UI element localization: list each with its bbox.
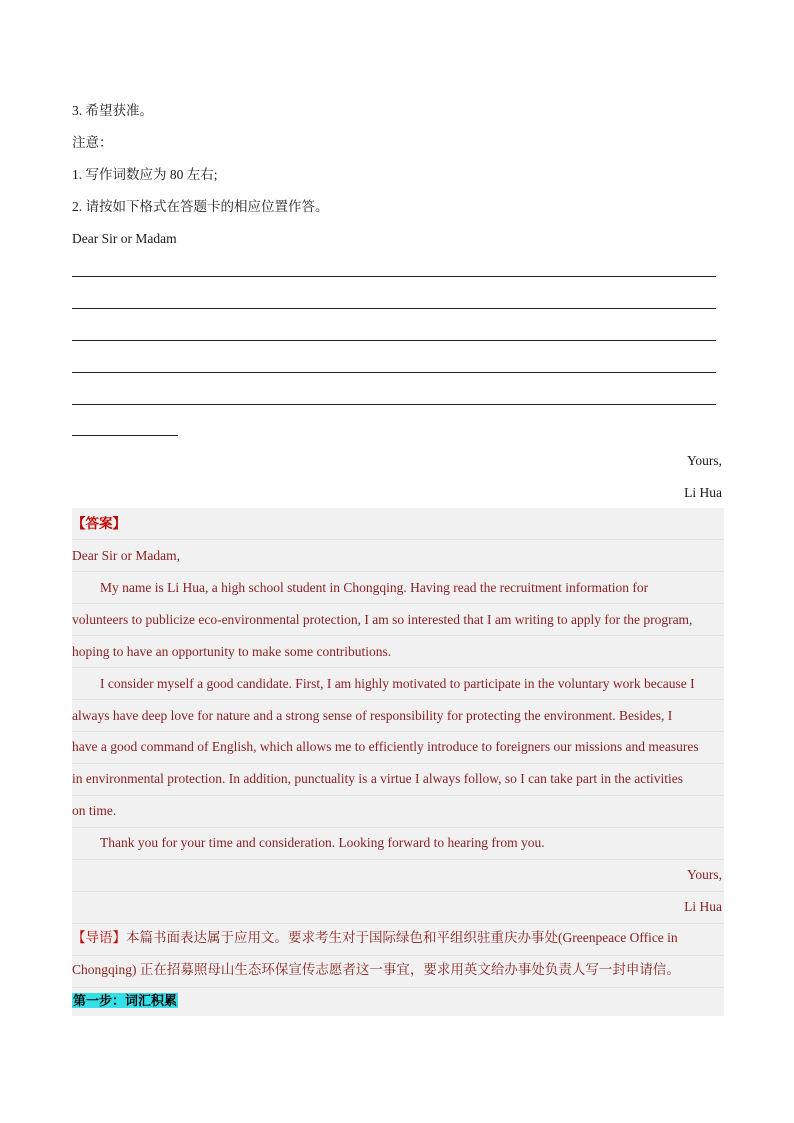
row-divider — [72, 667, 724, 668]
row-divider — [72, 859, 724, 860]
answer-line: always have deep love for nature and a strong sense of responsibility for protecting the environment. Besides, I — [72, 708, 673, 723]
answer-signature: Li Hua — [684, 899, 722, 914]
answer-line: I consider myself a good candidate. First, I am highly motivated to participate in the voluntary work because I — [100, 676, 695, 691]
answer-label: 【答案】 — [72, 516, 126, 531]
prompt-salutation: Dear Sir or Madam — [72, 231, 177, 246]
step-1-highlight: 第一步：词汇积累 — [73, 993, 178, 1008]
row-divider — [72, 635, 724, 636]
answer-line: volunteers to publicize eco-environmental protection, I am so interested that I am writing to apply for the program, — [72, 612, 693, 627]
guide-label: 【导语】 — [72, 930, 126, 945]
prompt-item-3: 3. 希望获准。 — [72, 103, 153, 118]
answer-line: My name is Li Hua, a high school student in Chongqing. Having read the recruitment information for — [100, 580, 649, 595]
prompt-signature: Li Hua — [684, 485, 722, 500]
writing-line — [72, 340, 716, 341]
row-divider — [72, 987, 724, 988]
note-label: 注意： — [72, 135, 113, 150]
prompt-closing: Yours, — [686, 453, 722, 468]
row-divider — [72, 731, 724, 732]
row-divider — [72, 763, 724, 764]
answer-line: hoping to have an opportunity to make some contributions. — [72, 644, 392, 659]
row-divider — [72, 923, 724, 924]
writing-line — [72, 276, 716, 277]
row-divider — [72, 795, 724, 796]
answer-closing: Yours, — [686, 867, 722, 882]
guide-line-1 — [72, 928, 678, 948]
row-divider — [72, 955, 724, 956]
answer-salutation: Dear Sir or Madam, — [72, 548, 180, 563]
note-2: 2. 请按如下格式在答题卡的相应位置作答。 — [72, 199, 329, 214]
writing-line — [72, 308, 716, 309]
note-1: 1. 写作词数应为 80 左右; — [72, 167, 218, 182]
guide-text: 本篇书面表达属于应用文。要求考生对于国际绿色和平组织驻重庆办事处(Greenpeace Office in — [126, 930, 678, 945]
answer-line: Thank you for your time and consideration. Looking forward to hearing from you. — [100, 835, 545, 850]
row-divider — [72, 603, 724, 604]
row-divider — [72, 827, 724, 828]
row-divider — [72, 891, 724, 892]
writing-line — [72, 404, 716, 405]
writing-line-short — [72, 435, 178, 436]
guide-line-2: Chongqing) 正在招募照母山生态环保宣传志愿者这一事宜，要求用英文给办事处负责人写一封申请信。 — [72, 962, 680, 977]
answer-line: on time. — [72, 803, 117, 818]
row-divider — [72, 571, 724, 572]
row-divider — [72, 699, 724, 700]
answer-line: in environmental protection. In addition, punctuality is a virtue I always follow, so I can take part in the activities — [72, 771, 683, 786]
step-1-heading — [72, 991, 178, 1011]
row-divider — [72, 539, 724, 540]
answer-line: have a good command of English, which allows me to efficiently introduce to foreigners our missions and measures — [72, 739, 699, 754]
writing-line — [72, 372, 716, 373]
